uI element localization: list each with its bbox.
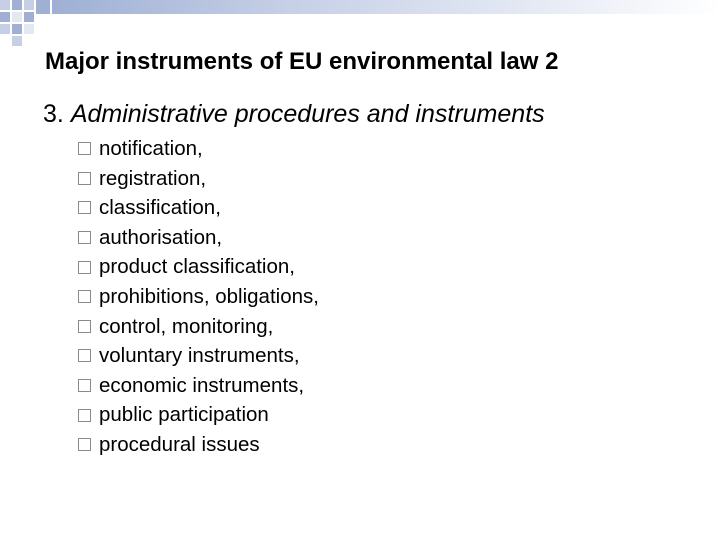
decoration-square <box>36 0 50 14</box>
list-item <box>78 223 319 253</box>
list-item-label: voluntary instruments, <box>99 344 300 368</box>
decoration-square <box>12 36 22 46</box>
empty-checkbox-icon <box>78 379 91 392</box>
bullet-list <box>78 134 319 460</box>
empty-checkbox-icon <box>78 261 91 274</box>
section-number: 3. <box>43 100 64 128</box>
empty-checkbox-icon <box>78 201 91 214</box>
section-heading-text: Administrative procedures and instruments <box>70 100 545 128</box>
list-item-label: control, monitoring, <box>99 314 274 338</box>
list-item-label: classification, <box>99 196 221 220</box>
list-item-label: registration, <box>99 166 207 190</box>
list-item <box>78 430 319 460</box>
list-item <box>78 193 319 223</box>
empty-checkbox-icon <box>78 290 91 303</box>
list-item-label: economic instruments, <box>99 373 305 397</box>
decoration-square <box>24 24 34 34</box>
list-item-label: authorisation, <box>99 225 223 249</box>
list-item-label: procedural issues <box>99 432 260 456</box>
decoration-square <box>0 0 10 10</box>
empty-checkbox-icon <box>78 438 91 451</box>
decoration-square <box>24 12 34 22</box>
list-item <box>78 312 319 342</box>
list-item <box>78 400 319 430</box>
empty-checkbox-icon <box>78 320 91 333</box>
slide-title: Major instruments of EU environmental law 2 <box>45 48 559 75</box>
decoration-square <box>0 24 10 34</box>
empty-checkbox-icon <box>78 142 91 155</box>
section-heading <box>43 100 545 129</box>
decoration-square <box>12 24 22 34</box>
list-item-label: product classification, <box>99 255 295 279</box>
list-item-label: public participation <box>99 403 269 427</box>
list-item <box>78 371 319 401</box>
list-item <box>78 252 319 282</box>
empty-checkbox-icon <box>78 409 91 422</box>
decoration-square <box>12 12 22 22</box>
decoration-square <box>0 12 10 22</box>
empty-checkbox-icon <box>78 349 91 362</box>
list-item <box>78 134 319 164</box>
decoration-square <box>12 0 22 10</box>
list-item <box>78 282 319 312</box>
decoration-bar <box>52 0 720 14</box>
empty-checkbox-icon <box>78 231 91 244</box>
header-decoration <box>0 0 720 50</box>
list-item-label: prohibitions, obligations, <box>99 284 319 308</box>
empty-checkbox-icon <box>78 172 91 185</box>
list-item <box>78 164 319 194</box>
list-item-label: notification, <box>99 137 203 160</box>
list-item <box>78 341 319 371</box>
decoration-square <box>24 0 34 10</box>
